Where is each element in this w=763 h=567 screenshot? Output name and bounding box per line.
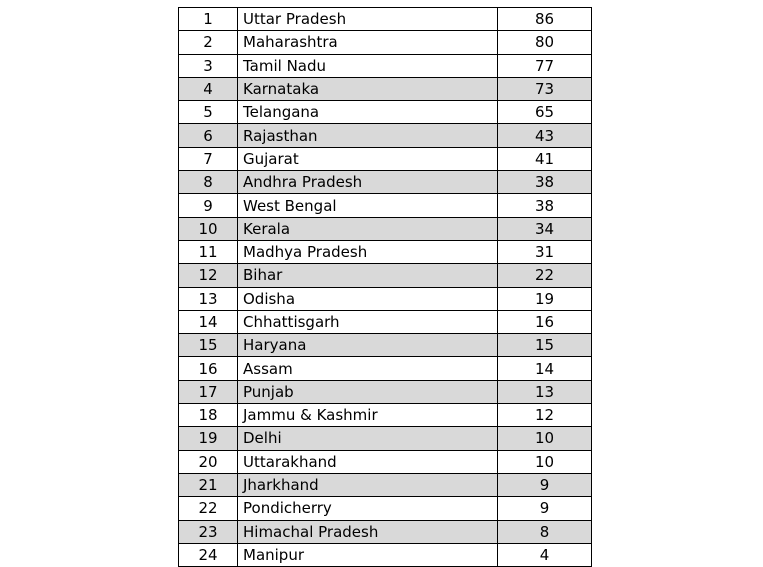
value-cell: 14 (498, 357, 592, 380)
table-row (179, 473, 592, 496)
table-row (179, 101, 592, 124)
value-cell: 10 (498, 450, 592, 473)
state-name-cell: Rajasthan (238, 124, 498, 147)
value-cell: 4 (498, 543, 592, 566)
state-name-cell: Gujarat (238, 147, 498, 170)
table-row (179, 264, 592, 287)
state-name-cell: Maharashtra (238, 31, 498, 54)
rank-cell: 2 (179, 31, 238, 54)
value-cell: 73 (498, 77, 592, 100)
table-row (179, 31, 592, 54)
value-cell: 38 (498, 171, 592, 194)
rank-cell: 12 (179, 264, 238, 287)
rank-cell: 3 (179, 54, 238, 77)
state-name-cell: Telangana (238, 101, 498, 124)
value-cell: 38 (498, 194, 592, 217)
state-name-cell: Tamil Nadu (238, 54, 498, 77)
value-cell: 9 (498, 473, 592, 496)
value-cell: 34 (498, 217, 592, 240)
state-name-cell: Pondicherry (238, 497, 498, 520)
rank-cell: 8 (179, 171, 238, 194)
rank-cell: 18 (179, 404, 238, 427)
value-cell: 10 (498, 427, 592, 450)
rank-cell: 20 (179, 450, 238, 473)
state-name-cell: Odisha (238, 287, 498, 310)
rank-cell: 19 (179, 427, 238, 450)
value-cell: 19 (498, 287, 592, 310)
rank-cell: 5 (179, 101, 238, 124)
value-cell: 9 (498, 497, 592, 520)
table-row (179, 147, 592, 170)
value-cell: 15 (498, 334, 592, 357)
rank-cell: 10 (179, 217, 238, 240)
state-name-cell: West Bengal (238, 194, 498, 217)
table-row (179, 334, 592, 357)
table-row (179, 194, 592, 217)
rank-cell: 11 (179, 240, 238, 263)
value-cell: 80 (498, 31, 592, 54)
value-cell: 43 (498, 124, 592, 147)
state-name-cell: Madhya Pradesh (238, 240, 498, 263)
state-name-cell: Jammu & Kashmir (238, 404, 498, 427)
rank-cell: 16 (179, 357, 238, 380)
table-row (179, 171, 592, 194)
table-row (179, 380, 592, 403)
table-row (179, 310, 592, 333)
table-row (179, 427, 592, 450)
state-name-cell: Manipur (238, 543, 498, 566)
value-cell: 13 (498, 380, 592, 403)
ranking-table-container (178, 7, 586, 567)
table-row (179, 240, 592, 263)
value-cell: 77 (498, 54, 592, 77)
rank-cell: 1 (179, 8, 238, 31)
state-name-cell: Jharkhand (238, 473, 498, 496)
rank-cell: 23 (179, 520, 238, 543)
table-row (179, 287, 592, 310)
table-row (179, 357, 592, 380)
state-name-cell: Uttarakhand (238, 450, 498, 473)
state-name-cell: Punjab (238, 380, 498, 403)
rank-cell: 14 (179, 310, 238, 333)
rank-cell: 4 (179, 77, 238, 100)
value-cell: 31 (498, 240, 592, 263)
table-row (179, 8, 592, 31)
table-row (179, 450, 592, 473)
table-body (179, 8, 592, 567)
table-row (179, 54, 592, 77)
state-name-cell: Andhra Pradesh (238, 171, 498, 194)
value-cell: 8 (498, 520, 592, 543)
rank-cell: 7 (179, 147, 238, 170)
rank-cell: 13 (179, 287, 238, 310)
rank-cell: 15 (179, 334, 238, 357)
value-cell: 86 (498, 8, 592, 31)
state-ranking-table (178, 7, 592, 567)
rank-cell: 9 (179, 194, 238, 217)
state-name-cell: Karnataka (238, 77, 498, 100)
state-name-cell: Delhi (238, 427, 498, 450)
state-name-cell: Haryana (238, 334, 498, 357)
value-cell: 12 (498, 404, 592, 427)
state-name-cell: Uttar Pradesh (238, 8, 498, 31)
table-row (179, 497, 592, 520)
value-cell: 41 (498, 147, 592, 170)
table-row (179, 404, 592, 427)
value-cell: 22 (498, 264, 592, 287)
table-row (179, 77, 592, 100)
rank-cell: 22 (179, 497, 238, 520)
state-name-cell: Assam (238, 357, 498, 380)
table-row (179, 543, 592, 566)
rank-cell: 21 (179, 473, 238, 496)
state-name-cell: Chhattisgarh (238, 310, 498, 333)
table-row (179, 520, 592, 543)
table-row (179, 217, 592, 240)
table-row (179, 124, 592, 147)
rank-cell: 6 (179, 124, 238, 147)
rank-cell: 24 (179, 543, 238, 566)
rank-cell: 17 (179, 380, 238, 403)
value-cell: 65 (498, 101, 592, 124)
state-name-cell: Himachal Pradesh (238, 520, 498, 543)
value-cell: 16 (498, 310, 592, 333)
state-name-cell: Kerala (238, 217, 498, 240)
state-name-cell: Bihar (238, 264, 498, 287)
